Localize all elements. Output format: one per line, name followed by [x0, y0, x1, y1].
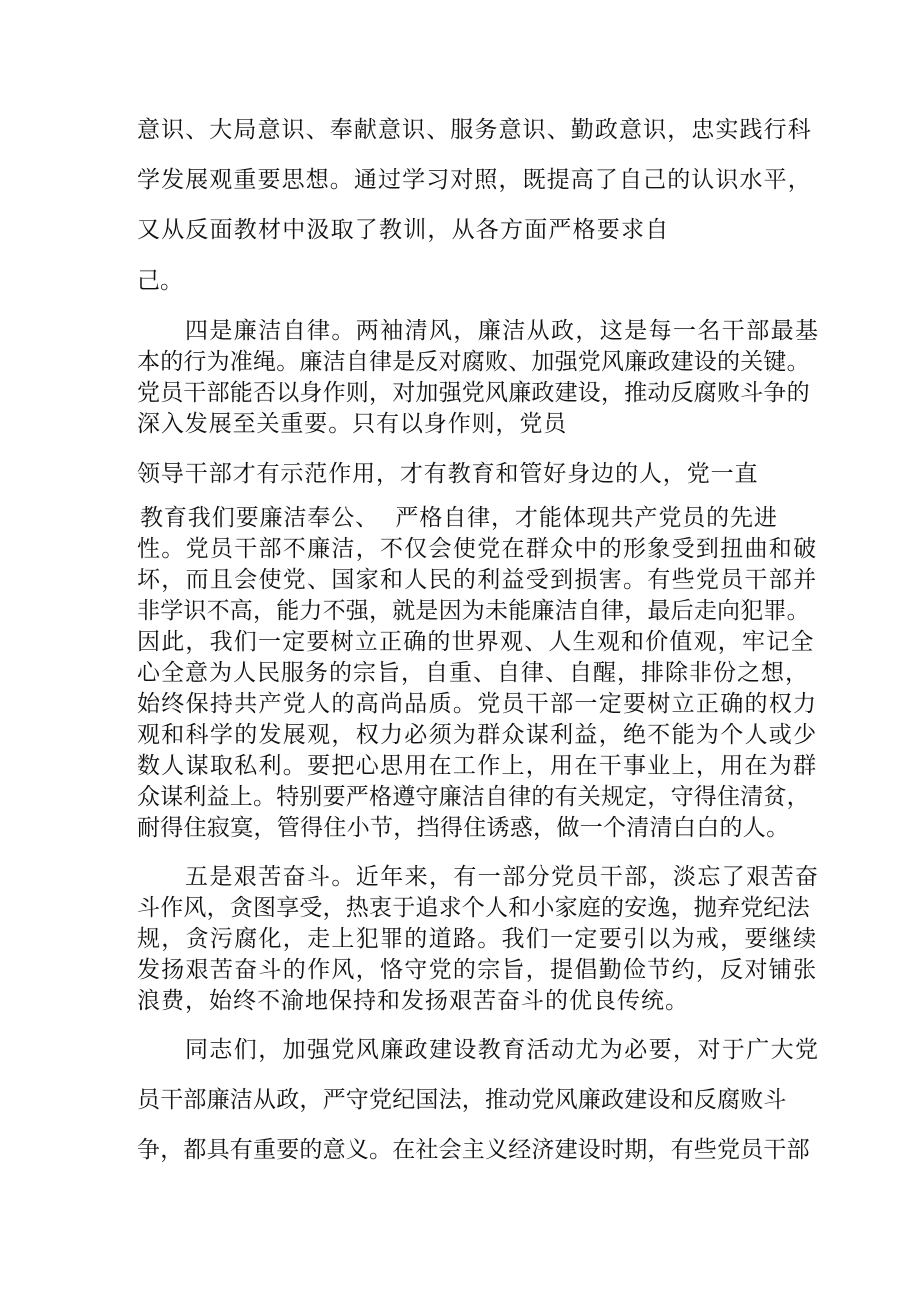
text-line: 同志们，加强党风廉政建设教育活动尤为必要，对于广大党 — [185, 1037, 820, 1063]
text-line: 因此，我们一定要树立正确的世界观、人生观和价值观，牢记全 — [137, 629, 815, 655]
text-line: 浪费，始终不渝地保持和发扬艰苦奋斗的优良传统。 — [137, 988, 689, 1014]
text-line: 己。 — [137, 268, 183, 294]
text-line: 深入发展至关重要。只有以身作则，党员 — [137, 411, 568, 437]
text-line: 员干部廉洁从政，严守党纪国法，推动党风廉政建设和反腐败斗 — [137, 1087, 787, 1113]
text-line: 心全意为人民服务的宗旨，自重、自律、自醒，排除非份之想， — [137, 660, 809, 686]
text-line: 争，都具有重要的意义。在社会主义经济建设时期，有些党员干部 — [137, 1137, 810, 1163]
text-line: 坏，而且会使党、国家和人民的利益受到损害。有些党员干部并 — [137, 567, 818, 593]
text-line: 观和科学的发展观，权力必须为群众谋利益，绝不能为个人或少 — [137, 722, 818, 748]
text-line: 规，贪污腐化，走上犯罪的道路。我们一定要引以为戒，要继续 — [137, 926, 818, 952]
text-line: 五是艰苦奋斗。近年来，有一部分党员干部，淡忘了艰苦奋 — [185, 864, 820, 890]
text-line: 斗作风，贪图享受，热衷于追求个人和小家庭的安逸，抛弃党纪法 — [137, 895, 810, 921]
text-line: 教育我们要廉洁奉公、 严格自律，才能体现共产党员的先进 — [140, 505, 778, 531]
text-line: 本的行为准绳。廉洁自律是反对腐败、加强党风廉政建设的关键。 — [137, 349, 810, 375]
text-line: 性。党员干部不廉洁，不仅会使党在群众中的形象受到扭曲和破 — [137, 536, 818, 562]
text-line: 意识、大局意识、奉献意识、服务意识、勤政意识，忠实践行科 — [137, 117, 812, 143]
text-line: 非学识不高，能力不强，就是因为未能廉洁自律，最后走向犯罪。 — [137, 598, 810, 624]
text-line: 领导干部才有示范作用，才有教育和管好身边的人，党一直 — [137, 461, 759, 487]
text-line: 始终保持共产党人的高尚品质。党员干部一定要树立正确的权力 — [137, 691, 818, 717]
text-line: 四是廉洁自律。两袖清风，廉洁从政，这是每一名干部最基 — [185, 318, 820, 344]
text-line: 党员干部能否以身作则，对加强党风廉政建设，推动反腐败斗争的 — [137, 380, 810, 406]
text-line: 众谋利益上。特别要严格遵守廉洁自律的有关规定，守得住清贫， — [137, 784, 810, 810]
text-line: 学发展观重要思想。通过学习对照，既提高了自己的认识水平， — [137, 167, 812, 193]
text-line: 发扬艰苦奋斗的作风，恪守党的宗旨，提倡勤俭节约，反对铺张 — [137, 957, 818, 983]
text-line: 数人谋取私利。要把心思用在工作上，用在干事业上，用在为群 — [137, 753, 818, 779]
text-line: 又从反面教材中汲取了教训，从各方面严格要求自 — [137, 217, 670, 243]
text-line: 耐得住寂寞，管得住小节，挡得住诱惑，做一个清清白白的人。 — [137, 815, 790, 841]
